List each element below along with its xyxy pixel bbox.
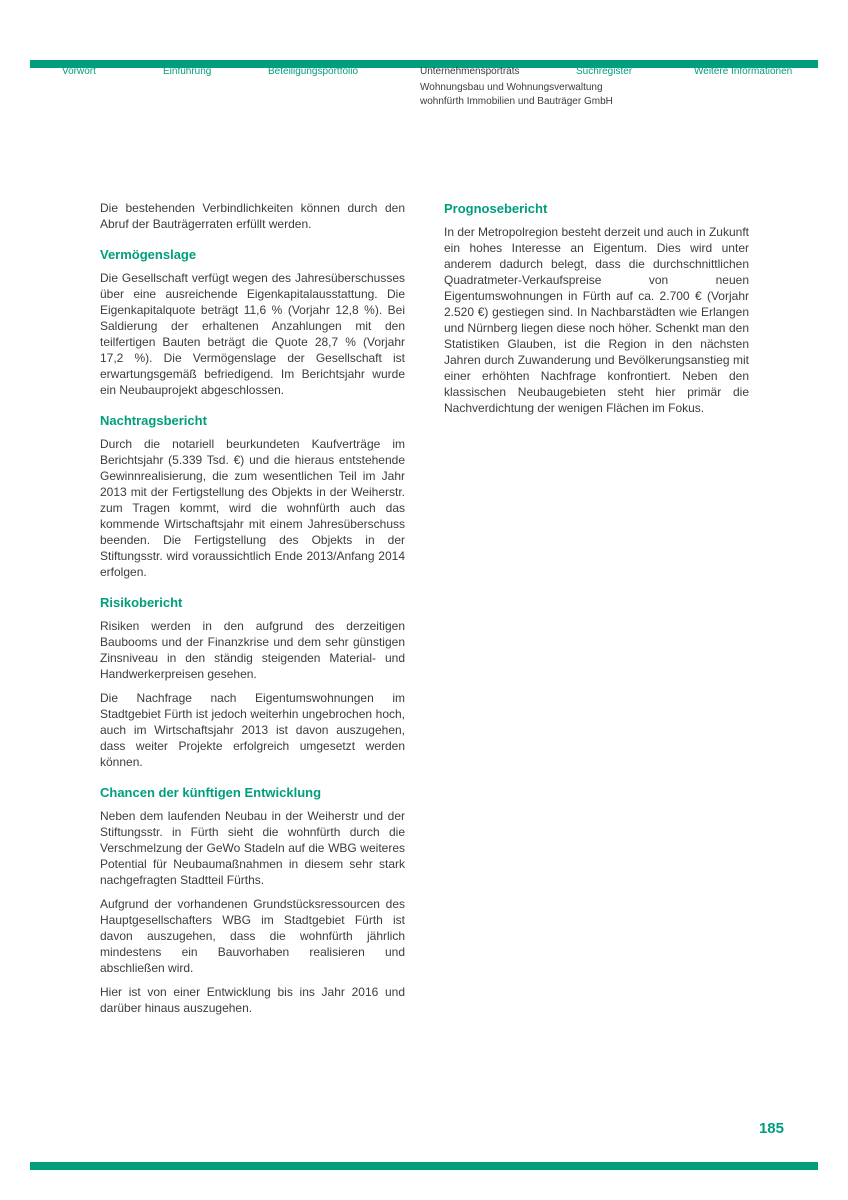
section-heading-risikobericht: Risikobericht xyxy=(100,595,183,610)
main-content xyxy=(100,200,750,1024)
breadcrumb xyxy=(420,81,613,109)
section-heading-prognosebericht: Prognosebericht xyxy=(444,201,548,216)
section-heading-nachtragsbericht: Nachtragsbericht xyxy=(100,413,207,428)
paragraph-vermoegenslage: Die Gesellschaft verfügt wegen des Jahresüberschusses über eine ausreichende Eigenkapitalausstattung. Die Eigenkapitalquote beträgt 11,6 % (Vorjahr 12,8 %). Bei Saldierung der erhaltenen Anzahlungen mit den teilfertigen Bauten beträgt die Quote 28,7 % (Vorjahr 17,2 %). Die Vermögenslage der Gesellschaft ist erwartungsgemäß befriedigend. Im Berichtsjahr wurde ein Neubauprojekt abgeschlossen. xyxy=(100,271,405,397)
paragraph-chancen-1: Neben dem laufenden Neubau in der Weiherstr und der Stiftungsstr. in Fürth sieht die wohnfürth durch die Verschmelzung der GeWo Stadeln auf die WBG weiteres Potential für Neubaumaßnahmen in diesem sehr stark nachgefragten Stadtteil Fürths. xyxy=(100,809,405,887)
right-column xyxy=(444,200,749,1024)
bottom-divider-bar xyxy=(30,1162,818,1170)
section-heading-chancen: Chancen der künftigen Entwicklung xyxy=(100,785,322,800)
nav-item-suchregister[interactable]: Suchregister xyxy=(576,66,633,77)
paragraph-chancen-3: Hier ist von einer Entwicklung bis ins Jahr 2016 und darüber hinaus auszugehen. xyxy=(100,985,405,1015)
breadcrumb-line-company: wohnfürth Immobilien und Bauträger GmbH xyxy=(420,96,613,107)
nav-item-vorwort[interactable]: Vorwort xyxy=(62,66,96,77)
breadcrumb-line-category: Wohnungsbau und Wohnungsverwaltung xyxy=(420,82,603,93)
paragraph-nachtragsbericht: Durch die notariell beurkundeten Kaufverträge im Berichtsjahr (5.339 Tsd. €) und die hieraus entstehende Gewinnrealisierung, die zum wesentlichen Teil im Jahr 2013 mit der Fertigstellung des Objekts in der Weiherstr. zum Tragen kommt, wird die wohnfürth auch das kommende Wirtschaftsjahr mit einem Jahresüberschuss beenden. Die Fertigstellung des Objekts in der Stiftungsstr. wird voraussichtlich Ende 2013/Anfang 2014 erfolgen. xyxy=(100,437,405,579)
nav-item-einfuehrung[interactable]: Einführung xyxy=(163,66,212,77)
page-number: 185 xyxy=(758,1120,784,1137)
paragraph-prognosebericht: In der Metropolregion besteht derzeit und auch in Zukunft ein hohes Interesse an Eigentum. Dies wird unter anderem dadurch belegt, dass die durchschnittlichen Quadratmeter-Verkaufspreise von neuen Eigentumswohnungen in Fürth auf ca. 2.700 € (Vorjahr 2.520 €) gestiegen sind. In Nachbarstädten wie Erlangen und Nürnberg liegen diese noch höher. Schenkt man den Statistiken Glauben, ist die Region in den nächsten Jahren durch Zuwanderung und Bevölkerungsanstieg mit einer erhöhten Nachfrage konfrontiert. Neben den klassischen Neubaugebieten steht hier primär die Nachverdichtung der wenigen Flächen im Fokus. xyxy=(444,225,749,415)
section-heading-vermoegenslage: Vermögenslage xyxy=(100,247,197,262)
paragraph-risikobericht-1: Risiken werden in den aufgrund des derzeitigen Baubooms und der Finanzkrise und dem sehr günstigen Zinsniveau in den ständig steigenden Material- und Handwerkerpreisen gesehen. xyxy=(100,619,405,681)
paragraph-chancen-2: Aufgrund der vorhandenen Grundstücksressourcen des Hauptgesellschafters WBG im Stadtgebiet Fürth ist davon auszugehen, dass die wohnfürth jährlich mindestens ein Bauvorhaben realisieren und abschließen wird. xyxy=(100,897,405,975)
paragraph-verbindlichkeiten: Die bestehenden Verbindlichkeiten können durch den Abruf der Bauträgerraten erfüllt werden. xyxy=(100,201,405,231)
nav-item-weitere-informationen[interactable]: Weitere Informationen xyxy=(694,66,793,77)
nav-item-unternehmensportraets[interactable]: Unternehmensporträts xyxy=(420,66,520,77)
paragraph-risikobericht-2: Die Nachfrage nach Eigentumswohnungen im Stadtgebiet Fürth ist jedoch weiterhin ungebrochen hoch, auch im Wirtschaftsjahr 2013 ist davon auszugehen, dass weiter Projekte erfolgreich umgesetzt werden können. xyxy=(100,691,405,769)
nav-item-beteiligungsportfolio[interactable]: Beteiligungsportfolio xyxy=(268,66,359,77)
left-column xyxy=(100,200,405,1024)
